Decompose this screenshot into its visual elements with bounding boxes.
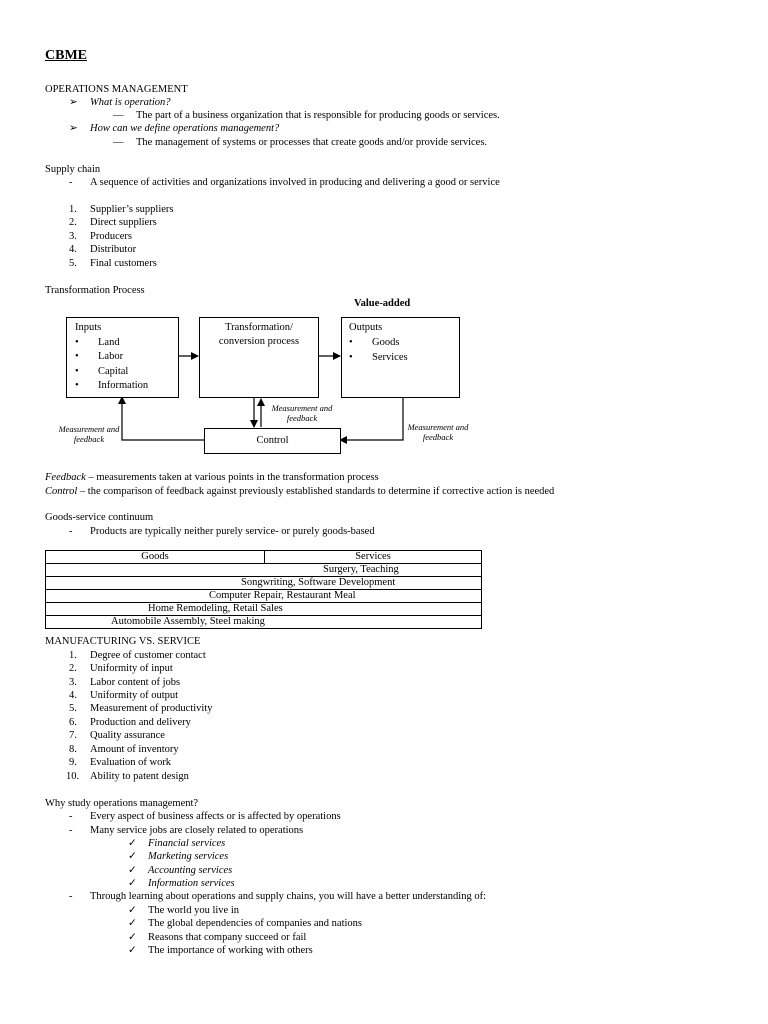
input-item: Information [98,380,149,391]
measurement-text: Measurement and [58,424,120,434]
dash-bullet: - [69,825,73,836]
outputs-label: Outputs [349,322,383,333]
list-number: 9. [69,757,77,768]
supply-item: Distributor [90,244,137,255]
ops-answer-2: The management of systems or processes that create goods and/or provide services. [136,137,488,148]
mfg-item: Uniformity of output [90,690,179,701]
measurement-text: feedback [286,413,318,423]
table-row [46,577,482,590]
dash-bullet: - [69,526,73,537]
inputs-label: Inputs [75,322,102,333]
ops-question-1: What is operation? [90,97,171,108]
output-item: Goods [372,337,400,348]
table-cell: Home Remodeling, Retail Sales [46,603,482,616]
dash-bullet: - [69,891,73,902]
list-number: 1. [69,650,77,661]
bullet-dot-icon: • [75,380,79,391]
bullet-dot-icon: • [75,366,79,377]
checkmark-icon: ✓ [128,878,137,889]
arrow-bullet-icon: ➢ [69,97,78,108]
list-number: 8. [69,744,77,755]
table-row [46,564,482,577]
bullet-dot-icon: • [75,337,79,348]
input-item: Capital [98,366,129,377]
dash-bullet: - [69,811,73,822]
bullet-dot-icon: • [75,351,79,362]
supply-item: Supplier’s suppliers [90,204,174,215]
dash-bullet: - [69,177,73,188]
ops-question-2: How can we define operations management? [90,123,280,134]
dash-bullet: — [113,110,124,121]
list-number: 3. [69,231,77,242]
bullet-dot-icon: • [349,337,353,348]
arrow-bullet-icon: ➢ [69,123,78,134]
mfg-item: Ability to patent design [90,771,189,782]
list-number: 4. [69,244,77,255]
feedback-definition [45,471,379,484]
list-number: 10. [66,771,80,782]
ops-answer-1: The part of a business organization that is responsible for producing goods or services. [136,110,500,121]
measurement-text: feedback [422,432,454,442]
feedback-text: – measurements taken at various points in the transformation process [85,472,379,483]
checkmark-icon: ✓ [128,865,137,876]
supply-item: Direct suppliers [90,217,157,228]
process-label-line2: conversion process [218,336,300,347]
table-row [46,603,482,616]
service-item: Accounting services [148,865,233,876]
table-row [46,590,482,603]
table-header-row [46,551,482,564]
measurement-label-left [52,424,126,444]
supply-heading: Supply chain [45,164,101,175]
supply-item: Final customers [90,258,157,269]
mfg-item: Degree of customer contact [90,650,206,661]
mfg-item: Production and delivery [90,717,191,728]
measurement-text: Measurement and [271,403,333,413]
checkmark-icon: ✓ [128,918,137,929]
list-number: 5. [69,703,77,714]
measurement-text: Measurement and [407,422,469,432]
list-number: 7. [69,730,77,741]
why-bullet: Many service jobs are closely related to operations [90,825,304,836]
understanding-item: Reasons that company succeed or fail [148,932,307,943]
supply-definition: A sequence of activities and organizations involved in producing and delivering a good or service [90,177,500,188]
ops-heading: OPERATIONS MANAGEMENT [45,84,188,95]
supply-item: Producers [90,231,132,242]
mfg-item: Measurement of productivity [90,703,213,714]
transform-heading: Transformation Process [45,285,145,296]
mfg-item: Evaluation of work [90,757,172,768]
why-bullet: Through learning about operations and supply chains, you will have a better understanding of: [90,891,486,902]
list-number: 3. [69,677,77,688]
table-cell: Automobile Assembly, Steel making [46,616,482,629]
inputs-box [66,317,179,398]
table-row [46,616,482,629]
control-term: Control [45,486,78,497]
measurement-label-right [401,422,475,442]
why-heading: Why study operations management? [45,798,199,809]
checkmark-icon: ✓ [128,932,137,943]
mfg-item: Labor content of jobs [90,677,181,688]
continuum-table [45,550,482,629]
list-number: 6. [69,717,77,728]
checkmark-icon: ✓ [128,851,137,862]
measurement-label-middle [265,403,339,423]
process-label-line1: Transformation/ [225,322,293,333]
service-item: Financial services [148,838,226,849]
feedback-term: Feedback [45,472,86,483]
mfg-item: Quality assurance [90,730,165,741]
dash-bullet: — [113,137,124,148]
continuum-heading: Goods-service continuum [45,512,154,523]
checkmark-icon: ✓ [128,905,137,916]
column-header-services: Services [265,551,482,564]
document-title: CBME [45,48,87,63]
control-text: – the comparison of feedback against previously established standards to determine if corrective action is needed [77,486,555,497]
why-bullet: Every aspect of business affects or is affected by operations [90,811,341,822]
bullet-dot-icon: • [349,352,353,363]
continuum-note: Products are typically neither purely service- or purely goods-based [90,526,375,537]
service-item: Marketing services [148,851,229,862]
understanding-item: The importance of working with others [148,945,313,956]
mfg-item: Uniformity of input [90,663,173,674]
input-item: Land [98,337,120,348]
list-number: 2. [69,217,77,228]
arrow-outputs-to-control [340,398,403,440]
control-box [204,428,341,454]
list-number: 2. [69,663,77,674]
checkmark-icon: ✓ [128,838,137,849]
understanding-item: The world you live in [148,905,239,916]
value-added-label: Value-added [354,298,411,309]
table-cell: Computer Repair, Restaurant Meal [46,590,482,603]
understanding-item: The global dependencies of companies and nations [148,918,363,929]
control-definition [45,485,554,498]
mfg-heading: MANUFACTURING VS. SERVICE [45,636,201,647]
transformation-diagram [0,0,768,470]
table-cell: Songwriting, Software Development [46,577,482,590]
output-item: Services [372,352,408,363]
column-header-goods: Goods [46,551,265,564]
table-cell: Surgery, Teaching [46,564,482,577]
service-item: Information services [148,878,235,889]
outputs-box [341,317,460,398]
list-number: 4. [69,690,77,701]
mfg-item: Amount of inventory [90,744,179,755]
measurement-text: feedback [73,434,105,444]
list-number: 1. [69,204,77,215]
checkmark-icon: ✓ [128,945,137,956]
control-label: Control [256,435,289,446]
input-item: Labor [98,351,124,362]
process-box [199,317,319,398]
list-number: 5. [69,258,77,269]
arrow-control-to-inputs [122,397,204,440]
